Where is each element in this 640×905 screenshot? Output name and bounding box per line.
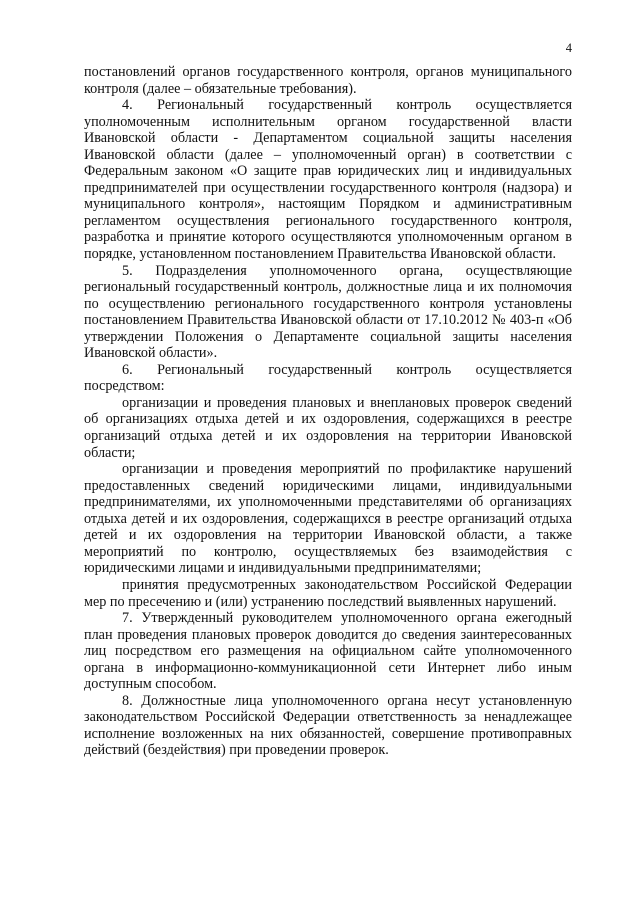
- paragraph-item-4: 4. Региональный государственный контроль осуществляется уполномоченным исполнительным органом государственной власти Ивановской области - Департаментом социальной защиты населения Ивановской области (далее – уполномоченный орган) в соответствии с Федеральным законом «О защите прав юридических лиц и индивидуальных предпринимателей при осуществлении государственного контроля (надзора) и муниципального контроля», настоящим Порядком и административным регламентом осуществления регионального государственного контроля, разработка и принятие которого осуществляются уполномоченным органом в порядке, установленном постановлением Правительства Ивановской области.: [84, 97, 572, 263]
- document-body: [84, 64, 572, 759]
- paragraph-item-7: 7. Утвержденный руководителем уполномоченного органа ежегодный план проведения плановых проверок доводится до сведения заинтересованных лиц посредством его размещения на официальном сайте уполномоченного органа в информационно-коммуникационной сети Интернет либо иным доступным способом.: [84, 610, 572, 693]
- paragraph-continuation: постановлений органов государственного контроля, органов муниципального контроля (далее – обязательные требования).: [84, 64, 572, 97]
- paragraph-item-5: 5. Подразделения уполномоченного органа, осуществляющие региональный государственный контроль, должностные лица и их полномочия по осуществлению регионального государственного контроля установлены постановлением Правительства Ивановской области от 17.10.2012 № 403-п «Об утверждении Положения о Департаменте социальной защиты населения Ивановской области».: [84, 262, 572, 362]
- paragraph-item-6-sub-1: организации и проведения плановых и внеплановых проверок сведений об организациях отдыха детей и их оздоровления, содержащихся в реестре организаций отдыха детей и их оздоровления на территории Ивановской области;: [84, 394, 572, 461]
- paragraph-item-6-sub-2: организации и проведения мероприятий по профилактике нарушений предоставленных сведений юридическими лицами, индивидуальными предпринимателями, их уполномоченными представителями об организациях отдыха детей и их оздоровления, содержащихся в реестре организаций отдыха детей и их оздоровления на территории Ивановской области, а также мероприятий по контролю, осуществляемых без взаимодействия с юридическими лицами и индивидуальными предпринимателями;: [84, 461, 572, 577]
- paragraph-item-8: 8. Должностные лица уполномоченного органа несут установленную законодательством Российской Федерации ответственность за ненадлежащее исполнение возложенных на них обязанностей, совершение противоправных действий (бездействия) при проведении проверок.: [84, 692, 572, 759]
- paragraph-item-6-sub-3: принятия предусмотренных законодательством Российской Федерации мер по пресечению и (или) устранению последствий выявленных нарушений.: [84, 576, 572, 610]
- paragraph-item-6: 6. Региональный государственный контроль осуществляется посредством:: [84, 361, 572, 395]
- page-number: 4: [565, 41, 572, 55]
